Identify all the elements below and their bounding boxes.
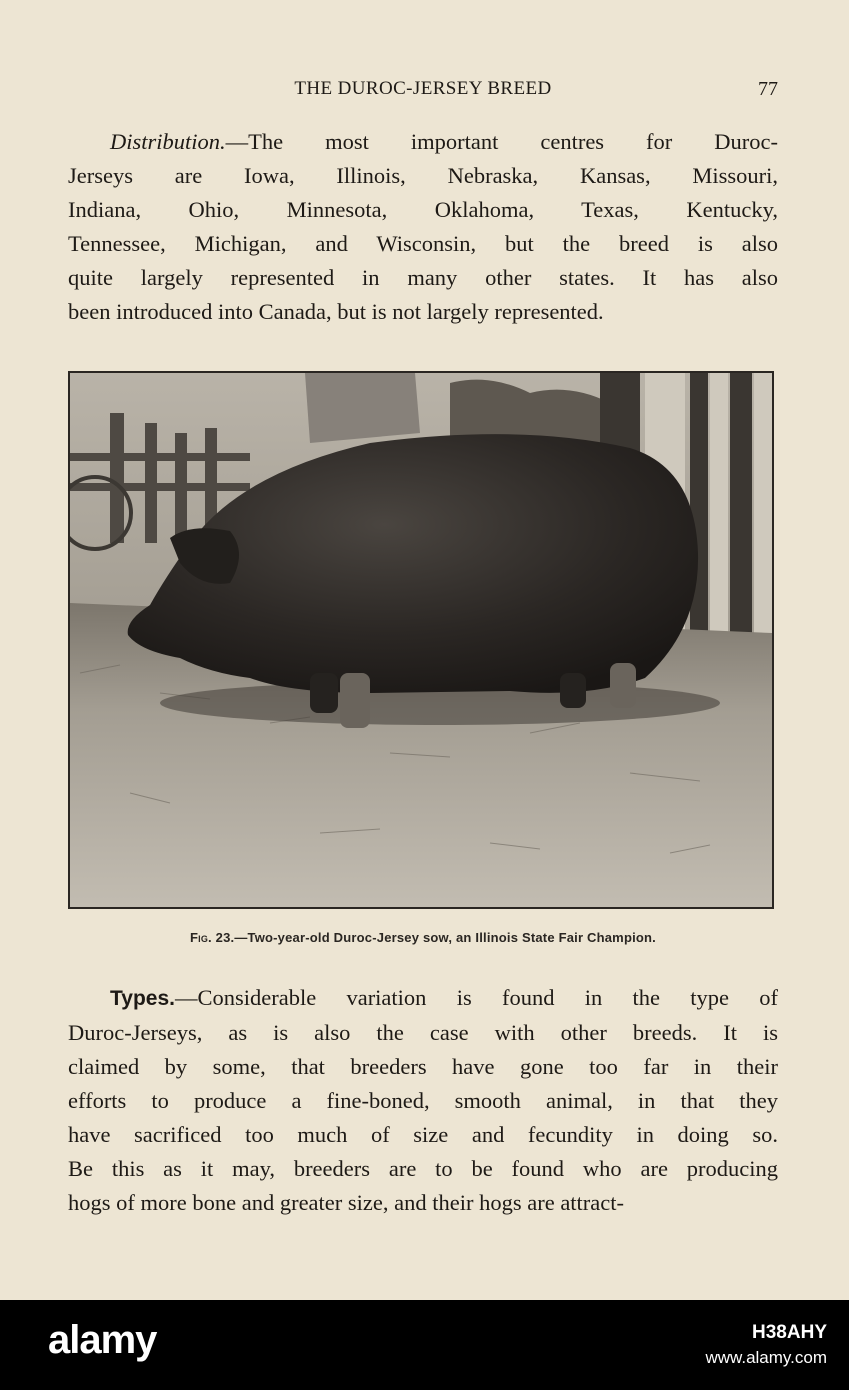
stock-info — [705, 1322, 827, 1368]
pig-photo-illustration — [70, 373, 772, 907]
distribution-paragraph — [68, 125, 778, 329]
stock-footer-bar — [0, 1300, 849, 1390]
stock-url: www.alamy.com — [705, 1348, 827, 1367]
paragraph-line: Jerseys are Iowa, Illinois, Nebraska, Kansas, Missouri, — [68, 163, 778, 188]
alamy-logo: alamy — [48, 1318, 157, 1362]
paragraph-line: Indiana, Ohio, Minnesota, Oklahoma, Texas, Kentucky, — [68, 197, 778, 222]
paragraph-line: claimed by some, that breeders have gone too far in their — [68, 1054, 778, 1079]
section-lead-types: Types. — [110, 987, 175, 1010]
figure-photo-duroc-sow — [68, 371, 774, 909]
paragraph-line: Duroc-Jerseys, as is also the case with other breeds. It is — [68, 1020, 778, 1045]
paragraph-line: Distribution.—The most important centres for Duroc- — [110, 129, 778, 154]
image-id: H38AHY — [752, 1322, 827, 1343]
figure-label: Fig. 23. — [189, 930, 235, 945]
figure-caption — [68, 930, 778, 945]
paragraph-line: efforts to produce a fine-boned, smooth animal, in that they — [68, 1088, 778, 1113]
paragraph-line: Types.—Considerable variation is found in the type of — [110, 985, 778, 1010]
types-paragraph — [68, 981, 778, 1220]
running-title: THE DUROC-JERSEY BREED — [294, 78, 552, 99]
paragraph-line: hogs of more bone and greater size, and their hogs are attract- — [68, 1190, 625, 1215]
paragraph-line: Be this as it may, breeders are to be found who are producing — [68, 1156, 778, 1181]
paragraph-line: have sacrificed too much of size and fecundity in doing so. — [68, 1122, 778, 1147]
paragraph-line: been introduced into Canada, but is not largely represented. — [68, 299, 604, 324]
figure-caption-text: —Two-year-old Duroc-Jersey sow, an Illinois State Fair Champion. — [234, 930, 656, 945]
section-lead-distribution: Distribution. — [110, 129, 226, 154]
page-header — [68, 78, 778, 104]
page-number: 77 — [758, 78, 778, 100]
paragraph-line: quite largely represented in many other states. It has also — [68, 265, 778, 290]
paragraph-line: Tennessee, Michigan, and Wisconsin, but the breed is also — [68, 231, 778, 256]
